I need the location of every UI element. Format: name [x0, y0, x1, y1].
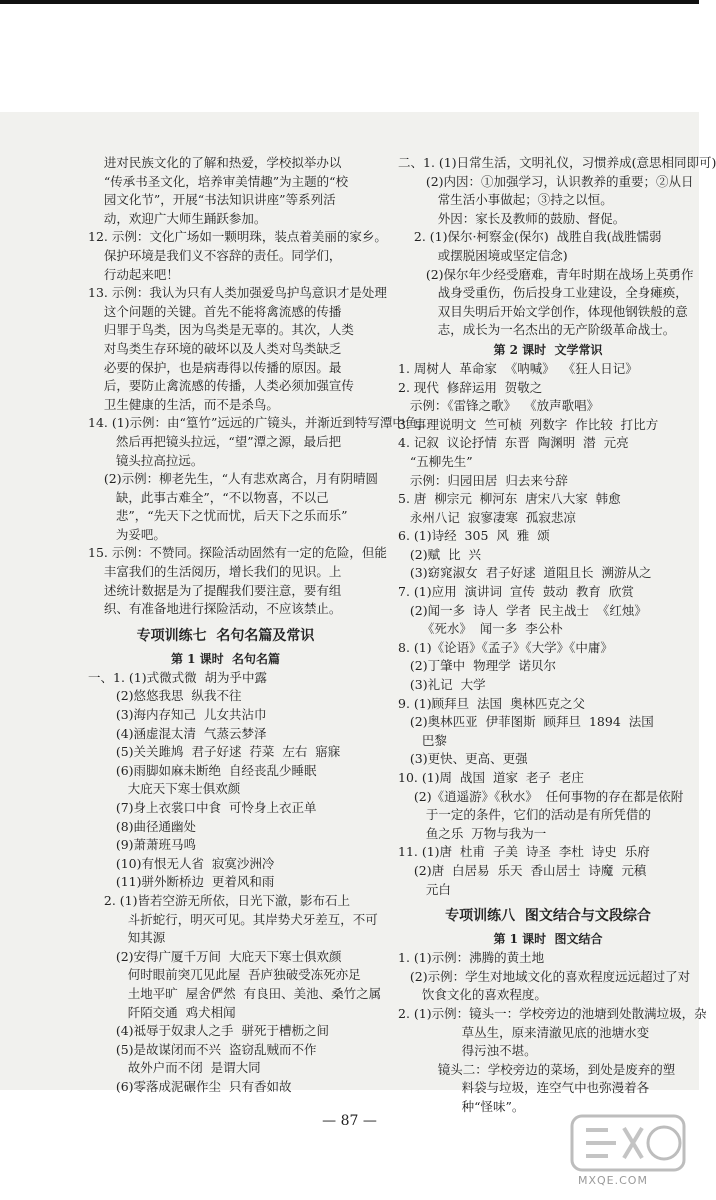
text-line: 6. (1)诗经 305 风 雅 颂 [398, 528, 550, 544]
text-line: (4)祗辱于奴隶人之手 骈死于槽枥之间 [88, 1023, 329, 1039]
text-line: (2)示例：柳老先生，“人有悲欢离合，月有阴晴圆 [88, 471, 378, 487]
text-line: (2)保尔年少经受磨难，青年时期在战场上英勇作 [398, 266, 694, 282]
text-line: 何时眼前突兀见此屋 吾庐独破受冻死亦足 [88, 967, 361, 983]
section-heading: 专项训练七 名句名篇及常识 [136, 627, 315, 644]
lesson-heading: 第 1 课时 名句名篇 [170, 651, 281, 666]
text-line: 8. (1)《论语》《孟子》《大学》《中庸》 [398, 639, 613, 655]
text-line: 9. (1)顾拜旦 法国 奥林匹克之父 [398, 695, 586, 711]
text-line: 镜头二：学校旁边的菜场，到处是废弃的塑 [398, 1061, 676, 1077]
watermark-logo [568, 1108, 694, 1196]
text-line: (3)海内存知己 儿女共沾巾 [88, 707, 267, 723]
text-line: (10)有恨无人省 寂寞沙洲冷 [88, 855, 275, 871]
text-line: 2. 现代 修辞运用 贺敬之 [398, 379, 543, 395]
text-line: 织、有准备地进行探险活动，不应该禁止。 [88, 601, 342, 617]
text-line: (6)雨脚如麻未断绝 自经丧乱少睡眠 [88, 762, 317, 778]
text-line: (2)示例：学生对地域文化的喜欢程度远远超过了对 [398, 968, 691, 984]
text-line: 镜头拉高拉远。 [88, 452, 204, 468]
text-line: 巴黎 [398, 732, 447, 748]
text-line: (9)萧萧班马鸣 [88, 837, 197, 853]
scanned-page [0, 112, 716, 1129]
top-status-bar [0, 0, 699, 4]
text-line: 必要的保护，也是病毒得以传播的原因。最 [88, 359, 342, 375]
text-line: 种“怪味”。 [398, 1098, 525, 1114]
text-line: (8)曲径通幽处 [88, 818, 197, 834]
text-line: 战身受重伤，伤后投身工业建设，全身瘫痪， [398, 285, 688, 301]
watermark-text: MXQE.COM [578, 1174, 648, 1187]
text-line: 行动起来吧！ [88, 266, 179, 282]
text-line: 对鸟类生存环境的破坏以及人类对鸟类缺乏 [88, 340, 342, 356]
watermark-graphic [568, 1108, 694, 1178]
text-line: 为妥吧。 [88, 526, 166, 542]
text-line: (2)内因：①加强学习，认识教养的重要；②从日 [398, 173, 694, 189]
text-line: 永州八记 寂寥凄寒 孤寂悲凉 [398, 509, 576, 525]
text-line: 志，成长为一名杰出的无产阶级革命战士。 [398, 322, 676, 338]
text-line: 后，要防止禽流感的传播，人类必须加强宣传 [88, 378, 354, 394]
text-line: 《死水》 闻一多 李公朴 [398, 621, 563, 637]
text-line: (2)闻一多 诗人 学者 民主战士 《红烛》 [398, 602, 647, 618]
text-line: 得污浊不堪。 [398, 1043, 537, 1059]
text-line: (2)《逍遥游》《秋水》 任何事物的存在都是依附 [398, 788, 684, 804]
section-heading: 专项训练八 图文结合与文段综合 [445, 908, 651, 925]
right-column [398, 154, 716, 1117]
text-line: 料袋与垃圾，连空气中也弥漫着各 [398, 1080, 650, 1096]
text-line: 草丛生，原来清澈见底的池塘水变 [398, 1024, 650, 1040]
text-line: 土地平旷 屋舍俨然 有良田、美池、桑竹之属 [88, 985, 382, 1001]
text-line: “五柳先生” [398, 453, 473, 469]
text-line: (2)安得广厦千万间 大庇天下寒士俱欢颜 [88, 948, 342, 964]
text-line: 饮食文化的喜欢程度。 [398, 987, 547, 1003]
text-line: 2. (1)皆若空游无所依，日光下澈，影布石上 [88, 892, 351, 908]
text-line: 3. 事理说明文 竺可桢 列数字 作比较 打比方 [398, 416, 659, 432]
text-line: (2)丁肇中 物理学 诺贝尔 [398, 658, 557, 674]
text-line: 丰富我们的生活阅历，增长我们的见识。上 [88, 564, 342, 580]
text-line: 动，欢迎广大师生踊跃参加。 [88, 210, 267, 226]
text-line: 1. (1)示例：沸腾的黄土地 [398, 950, 545, 966]
text-line: 14. (1)示例：由“篁竹”远远的广镜头，并渐近到特写潭中鱼， [88, 415, 430, 431]
text-line: “传承书圣文化，培养审美情趣”为主题的“校 [88, 173, 349, 189]
text-line: 4. 记叙 议论抒情 东晋 陶渊明 潜 元亮 [398, 435, 629, 451]
text-line: 外因：家长及教师的鼓励、督促。 [398, 210, 626, 226]
text-line: (5)是故谋闭而不兴 盗窃乱贼而不作 [88, 1041, 317, 1057]
text-line: 然后再把镜头拉远，“望”潭之源，最后把 [88, 433, 342, 449]
page-number: — 87 — [322, 1113, 377, 1129]
text-line: 示例：归园田居 归去来兮辞 [398, 472, 568, 488]
text-line: 鱼之乐 万物与我为一 [398, 825, 547, 841]
page-number-value: 87 [340, 1113, 359, 1129]
text-line: 知其源 [88, 930, 166, 946]
text-line: 12. 示例：文化广场如一颗明珠，装点着美丽的家乡。 [88, 229, 387, 245]
text-line: 5. 唐 柳宗元 柳河东 唐宋八大家 韩愈 [398, 491, 621, 507]
text-line: 于一定的条件，它们的活动是有所凭借的 [398, 807, 651, 823]
text-line: 缺，此事古难全”，“不以物喜，不以己 [88, 489, 329, 505]
text-line: (2)唐 白居易 乐天 香山居士 诗魔 元稹 [398, 862, 647, 878]
text-line: 1. 周树人 革命家 《呐喊》 《狂人日记》 [398, 360, 638, 376]
text-line: 述统计数据是为了提醒我们要注意，要有组 [88, 582, 342, 598]
text-line: 7. (1)应用 演讲词 宣传 鼓动 教育 欣赏 [398, 584, 634, 600]
text-line: 2. (1)示例：镜头一：学校旁边的池塘到处散满垃圾，杂 [398, 1005, 707, 1021]
text-line: 10. (1)周 战国 道家 老子 老庄 [398, 770, 584, 785]
text-line: 保护环境是我们义不容辞的责任。同学们， [88, 247, 342, 263]
text-line: 归罪于鸟类，因为鸟类是无辜的。其次，人类 [88, 322, 354, 338]
text-line: 双目失明后开始文学创作，体现他钢铁般的意 [398, 303, 688, 319]
text-line: 常生活小事做起；③持之以恒。 [398, 192, 613, 208]
text-line: 一、1. (1)式微式微 胡为乎中露 [88, 669, 268, 685]
text-line: (4)涵虚混太清 气蒸云梦泽 [88, 725, 267, 741]
text-line: 或摆脱困境或坚定信念) [398, 247, 568, 263]
text-line: 斗折蛇行，明灭可见。其岸势犬牙差互，不可 [88, 911, 378, 927]
text-line: (6)零落成泥碾作尘 只有香如故 [88, 1078, 292, 1094]
text-line: (2)奥林匹亚 伊菲图斯 顾拜旦 1894 法国 [398, 714, 654, 730]
text-line: (11)骈外断桥边 更着风和雨 [88, 874, 275, 890]
text-line: (3)窈窕淑女 君子好逑 道阻且长 溯游从之 [398, 565, 652, 581]
text-line: (2)赋 比 兴 [398, 546, 482, 562]
text-line: 二、1. (1)日常生活，文明礼仪，习惯养成(意思相同即可) [398, 155, 716, 170]
text-line: 园文化节”，开展“书法知识讲座”等系列活 [88, 192, 336, 208]
text-line: 悲”，“先天下之忧而忧，后天下之乐而乐” [88, 508, 348, 524]
text-line: (2)悠悠我思 纵我不往 [88, 688, 242, 704]
text-line: 这个问题的关键。首先不能将禽流感的传播 [88, 303, 342, 319]
text-line: 15. 示例：不赞同。探险活动固然有一定的危险，但能 [88, 545, 387, 561]
text-line: 13. 示例：我认为只有人类加强爱鸟护鸟意识才是处理 [88, 285, 387, 301]
text-line: (7)身上衣裳口中食 可怜身上衣正单 [88, 800, 317, 815]
text-line: 卫生健康的生活，而不是杀鸟。 [88, 396, 279, 412]
text-line: 2. (1)保尔·柯察金(保尔) 战胜自我(战胜懦弱 [398, 229, 662, 245]
text-line: 阡陌交通 鸡犬相闻 [88, 1004, 236, 1020]
lesson-heading: 第 1 课时 图文结合 [493, 932, 603, 947]
text-line: 11. (1)唐 杜甫 子美 诗圣 李杜 诗史 乐府 [398, 844, 650, 860]
text-line: (3)礼记 大学 [398, 677, 486, 693]
text-line: 大庇天下寒士俱欢颜 [88, 781, 241, 797]
text-line: (5)关关雎鸠 君子好逑 荇菜 左右 寤寐 [88, 744, 341, 760]
text-line: 故外户而不闭 是谓大同 [88, 1060, 261, 1076]
text-line: 进对民族文化的了解和热爱，学校拟举办以 [88, 155, 342, 170]
lesson-heading: 第 2 课时 文学常识 [493, 342, 603, 357]
text-line: 示例：《雷锋之歌》 《放声歌唱》 [398, 398, 600, 414]
text-line: 元白 [398, 881, 451, 897]
text-line: (3)更快、更高、更强 [398, 751, 528, 767]
